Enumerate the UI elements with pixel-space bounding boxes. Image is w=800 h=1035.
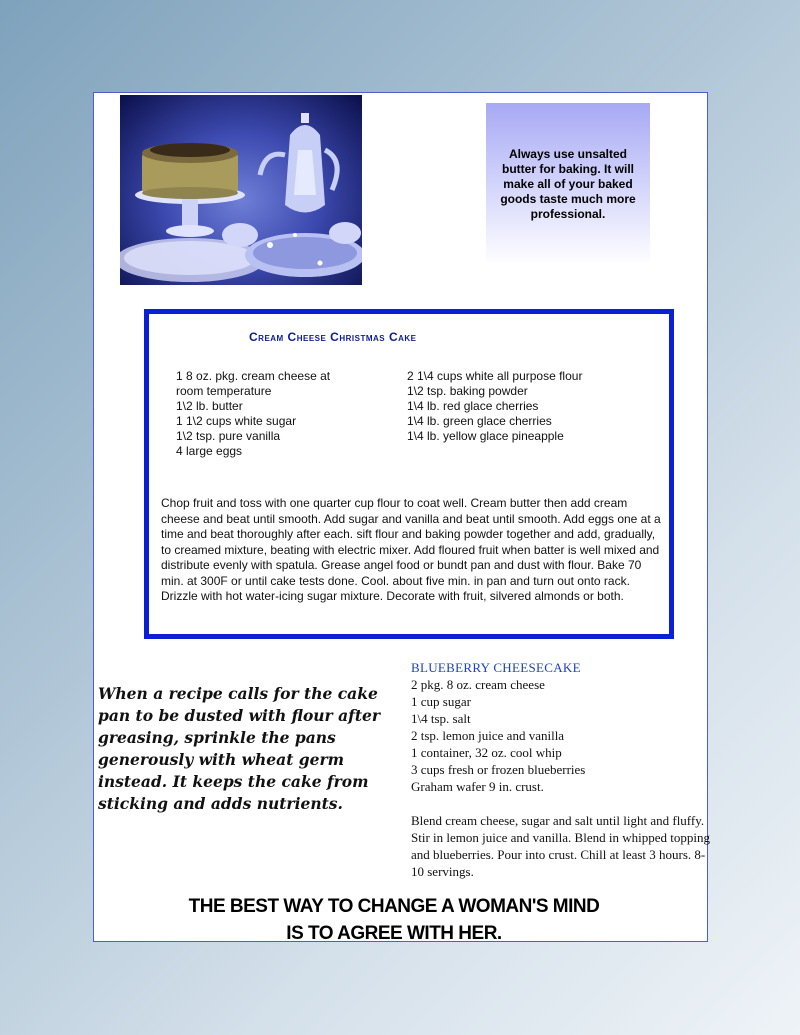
closing-quote <box>94 893 694 947</box>
ingredient-line: 1\2 tsp. pure vanilla <box>176 429 281 443</box>
ingredients-left-column <box>176 369 376 459</box>
ingredient-line: 1\4 lb. green glace cherries <box>407 414 552 428</box>
blueberry-recipe-title: BLUEBERRY CHEESECAKE <box>411 660 581 675</box>
wheat-germ-tip: When a recipe calls for the cake pan to be dusted with flour after greasing, sprinkle the pans generously with wheat germ instead. It keeps the cake from sticking and adds nutrients. <box>98 684 381 813</box>
ingredient-line: 1 cup sugar <box>411 694 471 709</box>
ingredient-line: 1\4 tsp. salt <box>411 711 471 726</box>
christmas-cake-recipe-box <box>144 309 674 639</box>
ingredient-line: 4 large eggs <box>176 444 243 458</box>
ingredient-line: 1\4 lb. yellow glace pineapple <box>407 429 564 443</box>
ingredient-line: Graham wafer 9 in. crust. <box>411 779 544 794</box>
ingredients-right-column <box>407 369 647 444</box>
quote-line-2: IS TO AGREE WITH HER. <box>286 923 502 944</box>
ingredient-line: 1 1\2 cups white sugar <box>176 414 297 428</box>
ingredient-line: room temperature <box>176 384 272 398</box>
ingredient-line: 1 container, 32 oz. cool whip <box>411 745 562 760</box>
ingredient-line: 1\2 lb. butter <box>176 399 243 413</box>
recipe-page <box>93 92 708 942</box>
ingredient-line: 2 pkg. 8 oz. cream cheese <box>411 677 545 692</box>
blueberry-cheesecake-recipe <box>411 659 711 880</box>
ingredient-line: 1 8 oz. pkg. cream cheese at <box>176 369 331 383</box>
tea-set-cake-photo <box>120 95 362 285</box>
butter-tip-box <box>486 103 650 265</box>
spacer <box>411 795 711 812</box>
quote-line-1: THE BEST WAY TO CHANGE A WOMAN'S MIND <box>188 896 600 917</box>
butter-tip-text: Always use unsalted butter for baking. It will make all of your baked goods taste much more professional. <box>500 146 636 221</box>
ingredient-line: 2 1\4 cups white all purpose flour <box>407 369 583 383</box>
recipe-directions: Chop fruit and toss with one quarter cup flour to coat well. Cream butter then add cream cheese and beat until smooth. Add sugar and vanilla and beat until smooth. Add eggs one at a time and beat thoroughly after each. sift flour and baking powder together and add, gradually, to creamed mixture, beating with electric mixer. Add floured fruit when batter is well mixed and distribute evenly with spatula. Grease angel food or bundt pan and dust with flour. Bake 70 min. at 300F or until cake tests done. Cool. about five min. in pan and turn out onto rack. Drizzle with hot water-icing sugar mixture. Decorate with fruit, silvered almonds or both. <box>161 496 661 603</box>
ingredient-line: 1\2 tsp. baking powder <box>407 384 528 398</box>
tea-set-illustration <box>120 95 362 285</box>
ingredient-line: 1\4 lb. red glace cherries <box>407 399 539 413</box>
recipe-title: Cream Cheese Christmas Cake <box>249 330 417 344</box>
blueberry-directions: Blend cream cheese, sugar and salt until light and fluffy. Stir in lemon juice and vanilla. Blend in whipped topping and blueberries. Pour into crust. Chill at least 3 hours. 8-10 servings. <box>411 813 710 879</box>
ingredient-line: 2 tsp. lemon juice and vanilla <box>411 728 565 743</box>
ingredient-line: 3 cups fresh or frozen blueberries <box>411 762 586 777</box>
